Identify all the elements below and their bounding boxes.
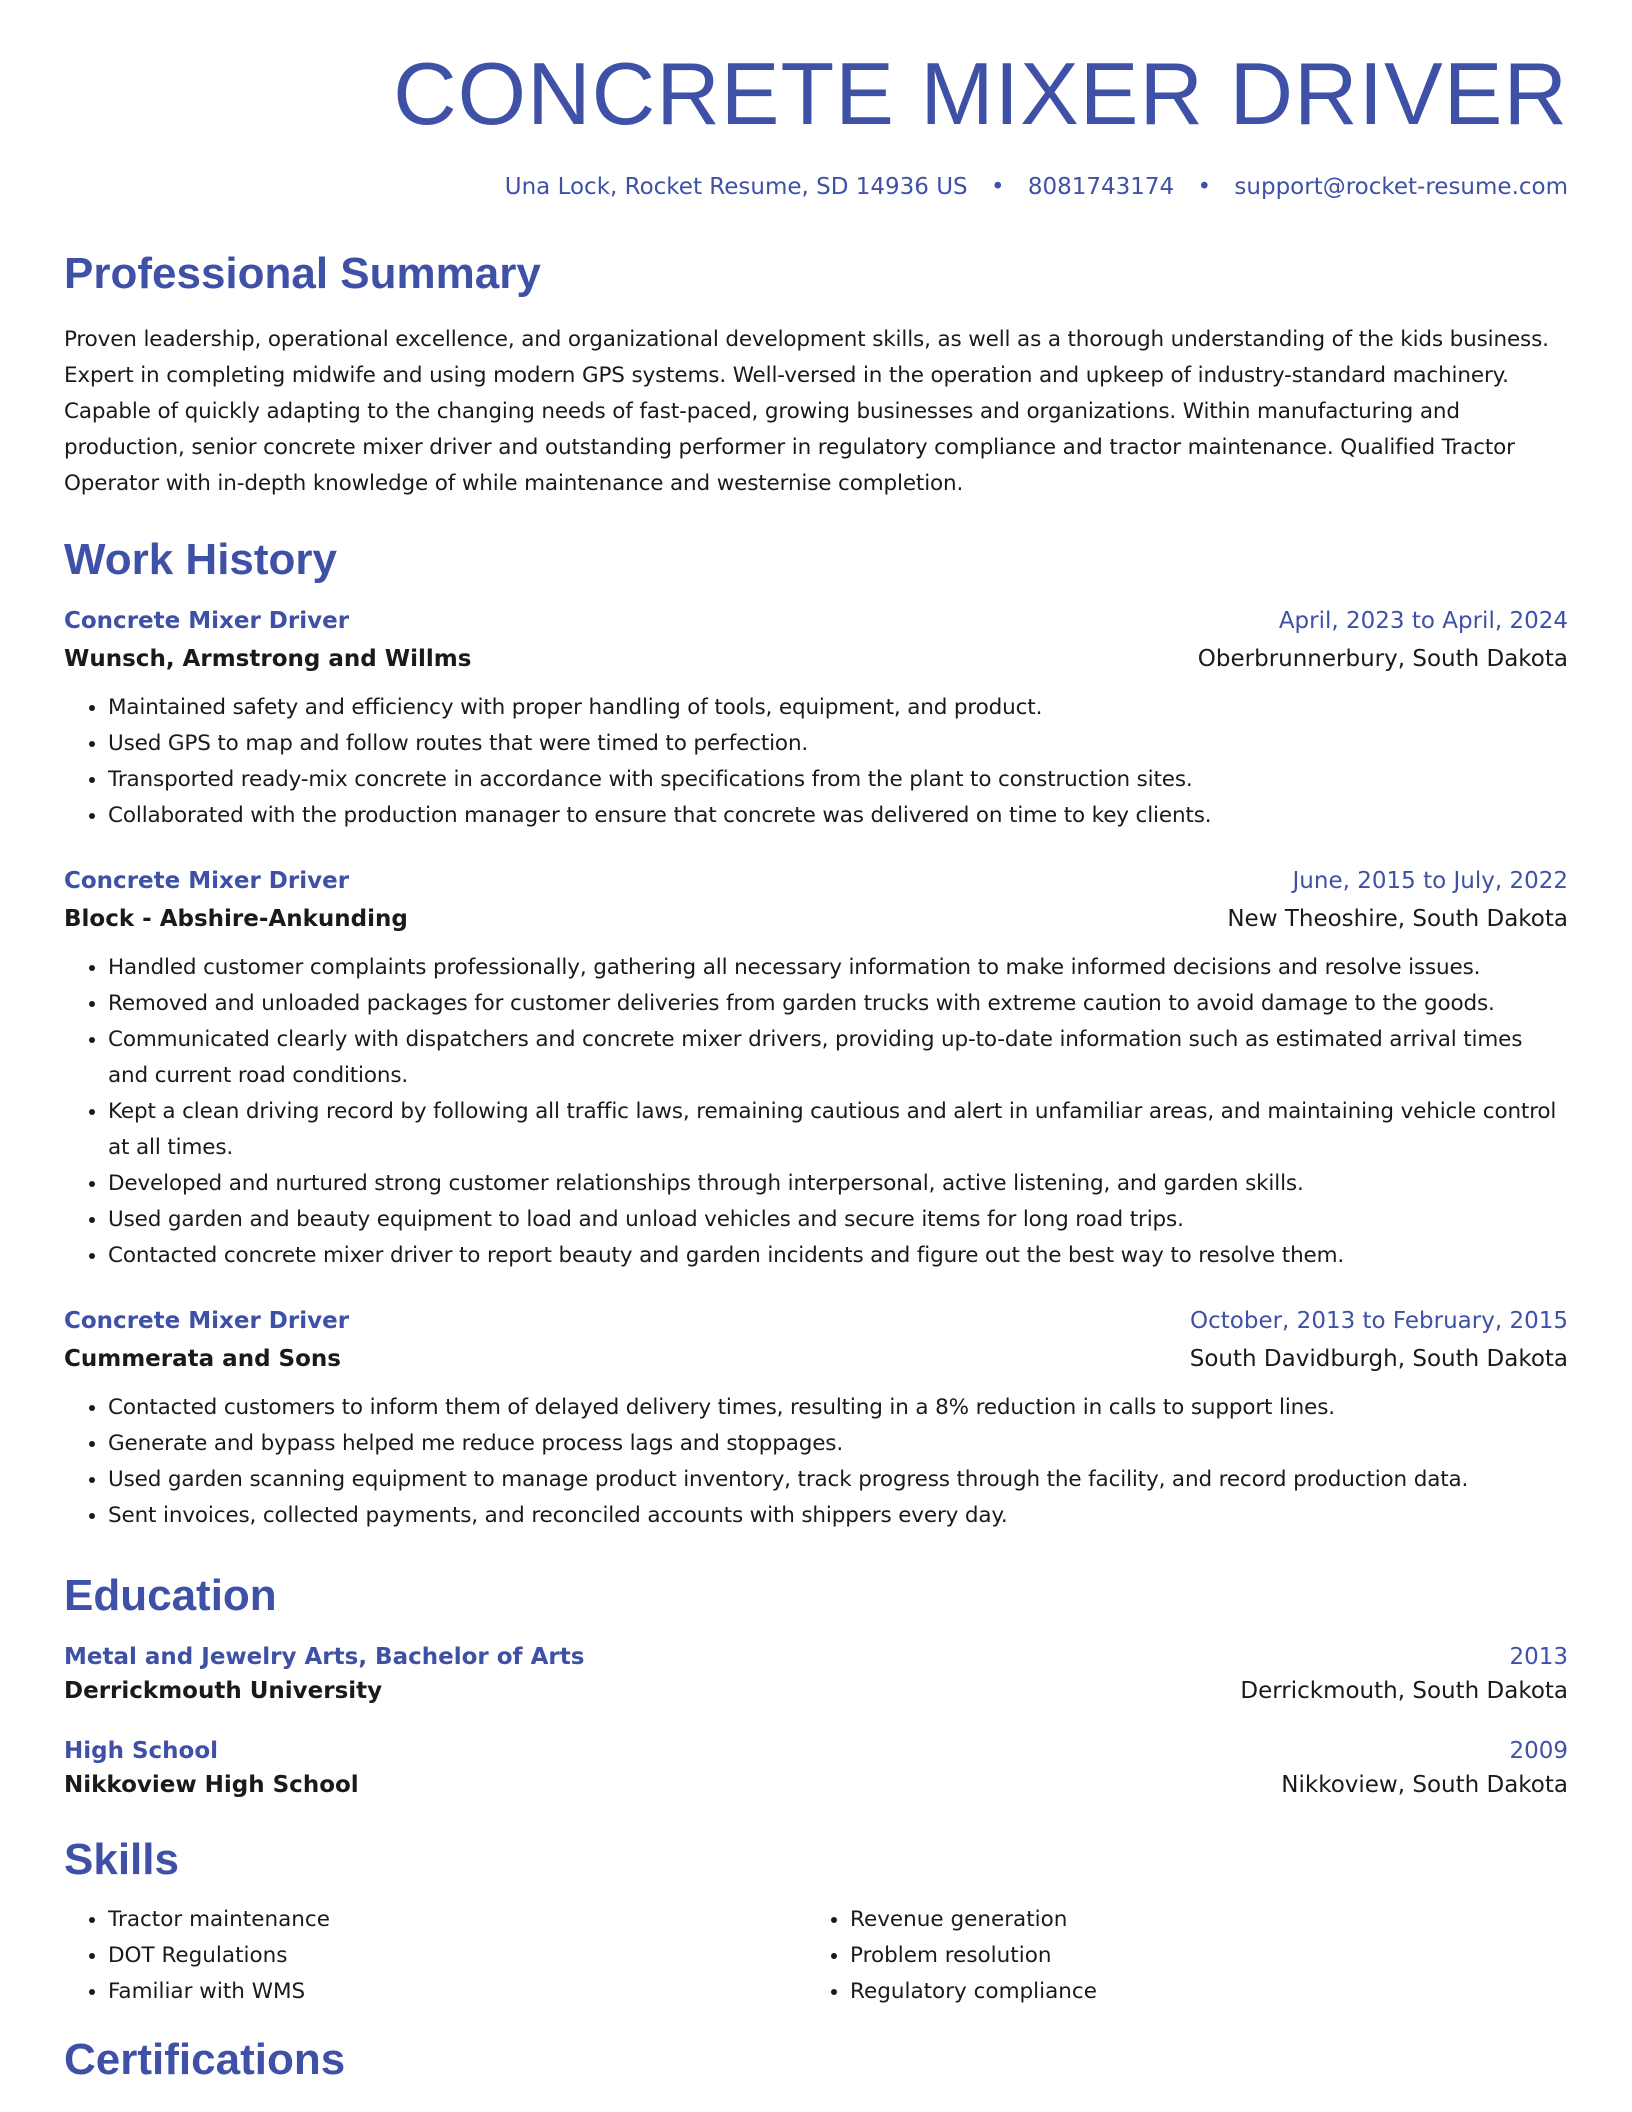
job-entry: [64, 1308, 1568, 1534]
job-bullet: • Transported ready-mix concrete in accordance with specifications from the plant to construction sites.: [108, 762, 1568, 798]
resume-header: [64, 0, 1568, 200]
work-history-heading: Work History: [64, 535, 338, 584]
education-entry: [64, 1644, 1568, 1704]
education-degree: Metal and Jewelry Arts, Bachelor of Arts: [64, 1644, 585, 1670]
job-company: Block - Abshire-Ankunding: [64, 906, 408, 932]
job-bullet: • Developed and nurtured strong customer relationships through interpersonal, active listening, and garden skills.: [108, 1166, 1568, 1202]
education-school: Derrickmouth University: [64, 1678, 383, 1704]
job-location: South Davidburgh, South Dakota: [1189, 1346, 1568, 1372]
contact-separator: •: [990, 174, 1005, 200]
skills-column-right: [806, 1902, 1548, 2010]
contact-address: Una Lock, Rocket Resume, SD 14936 US: [504, 174, 968, 200]
job-company: Cummerata and Sons: [64, 1346, 341, 1372]
summary-text: Proven leadership, operational excellence, and organizational development skills, as well as a thorough understanding of the kids business. Expert in completing midwife and using modern GPS systems. Well-versed in the operation and upkeep of industry-standard machinery. Capable of quickly adapting to the changing needs of fast-paced, growing businesses and organizations. Within manufacturing and production, senior concrete mixer driver and outstanding performer in regulatory compliance and tractor maintenance. Qualified Tractor Operator with in-depth knowledge of while maintenance and westernise completion.: [64, 327, 1549, 496]
job-entry: [64, 868, 1568, 1274]
education-school: Nikkoview High School: [64, 1772, 359, 1798]
job-bullet: • Contacted concrete mixer driver to report beauty and garden incidents and figure out the best way to resolve them.: [108, 1238, 1568, 1274]
education-degree: High School: [64, 1738, 219, 1764]
skill-item: • Problem resolution: [850, 1938, 1548, 1974]
job-role: Concrete Mixer Driver: [64, 1308, 350, 1334]
skill-item: • Familiar with WMS: [108, 1974, 806, 2010]
contact-separator: •: [1197, 174, 1212, 200]
candidate-name: CONCRETE MIXER DRIVER: [393, 44, 1568, 143]
job-bullet: • Contacted customers to inform them of delayed delivery times, resulting in a 8% reduction in calls to support lines.: [108, 1390, 1568, 1426]
job-bullet: • Used GPS to map and follow routes that were timed to perfection.: [108, 726, 1568, 762]
job-bullets: [64, 1390, 1568, 1534]
contact-email[interactable]: support@rocket-resume.com: [1234, 174, 1568, 200]
education-year: 2013: [1509, 1644, 1568, 1670]
job-entry: [64, 608, 1568, 834]
skill-item: • Revenue generation: [850, 1902, 1548, 1938]
job-role: Concrete Mixer Driver: [64, 608, 350, 634]
job-bullet: • Used garden and beauty equipment to load and unload vehicles and secure items for long road trips.: [108, 1202, 1568, 1238]
education-heading: Education: [64, 1571, 277, 1620]
job-dates: June, 2015 to July, 2022: [1292, 868, 1568, 894]
contact-line: [64, 174, 1568, 200]
job-dates: October, 2013 to February, 2015: [1190, 1308, 1568, 1334]
job-location: New Theoshire, South Dakota: [1227, 906, 1568, 932]
skills-heading: Skills: [64, 1835, 179, 1884]
job-bullet: • Maintained safety and efficiency with proper handling of tools, equipment, and product.: [108, 690, 1568, 726]
skill-item: • Regulatory compliance: [850, 1974, 1548, 2010]
job-bullets: [64, 690, 1568, 834]
job-bullet: • Sent invoices, collected payments, and reconciled accounts with shippers every day.: [108, 1498, 1568, 1534]
skills-column-left: [64, 1902, 806, 2010]
job-bullet: • Handled customer complaints professionally, gathering all necessary information to make informed decisions and resolve issues.: [108, 950, 1568, 986]
job-bullet: • Removed and unloaded packages for customer deliveries from garden trucks with extreme caution to avoid damage to the goods.: [108, 986, 1568, 1022]
job-bullet: • Collaborated with the production manager to ensure that concrete was delivered on time to key clients.: [108, 798, 1568, 834]
education-location: Derrickmouth, South Dakota: [1240, 1678, 1568, 1704]
job-company: Wunsch, Armstrong and Willms: [64, 646, 472, 672]
job-bullets: [64, 950, 1568, 1274]
job-role: Concrete Mixer Driver: [64, 868, 350, 894]
skill-item: • DOT Regulations: [108, 1938, 806, 1974]
education-location: Nikkoview, South Dakota: [1281, 1772, 1568, 1798]
skills-list: [64, 1902, 1568, 2010]
next-section-heading: Certifications: [64, 2035, 346, 2084]
job-dates: April, 2023 to April, 2024: [1278, 608, 1568, 634]
education-year: 2009: [1509, 1738, 1568, 1764]
contact-phone[interactable]: 8081743174: [1027, 174, 1175, 200]
summary-heading: Professional Summary: [64, 249, 541, 298]
job-bullet: • Kept a clean driving record by following all traffic laws, remaining cautious and alert in unfamiliar areas, and maintaining vehicle control at all times.: [108, 1094, 1568, 1166]
job-bullet: • Generate and bypass helped me reduce process lags and stoppages.: [108, 1426, 1568, 1462]
job-bullet: • Used garden scanning equipment to manage product inventory, track progress through the facility, and record production data.: [108, 1462, 1568, 1498]
education-entry: [64, 1738, 1568, 1798]
skill-item: • Tractor maintenance: [108, 1902, 806, 1938]
job-location: Oberbrunnerbury, South Dakota: [1197, 646, 1568, 672]
job-bullet: • Communicated clearly with dispatchers and concrete mixer drivers, providing up-to-date information such as estimated arrival times and current road conditions.: [108, 1022, 1568, 1094]
